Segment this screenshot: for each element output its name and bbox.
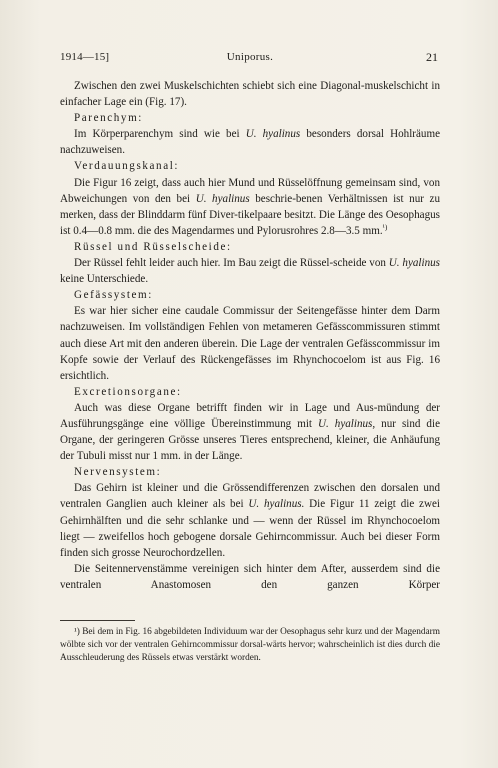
section-heading-nervensystem: Nervensystem: bbox=[74, 466, 162, 479]
footnote-divider bbox=[60, 620, 135, 621]
page-number: 21 bbox=[426, 50, 438, 64]
section-heading-parenchym: Parenchym: bbox=[74, 112, 143, 125]
body-text bbox=[60, 78, 440, 593]
section-heading-verdauungskanal: Verdauungskanal: bbox=[74, 160, 180, 173]
header-title: Uniporus. bbox=[226, 51, 274, 63]
footnote bbox=[60, 626, 440, 666]
paragraph-verdauungskanal: Die Figur 16 zeigt, dass auch hier Mund und Rüsselöffnung gemeinsam sind, von Abweichungen von den bei U. hyalinus beschrie-benen Verhältnissen ist nur zu merken, dass der Blinddarm fünf Diver-tikelpaare besitzt. Die Länge des Oesophagus ist 0.4—0.8 mm. die des Magendarmes und Pylorusrohres 2.8—3.5 mm.$^{^1)}$ bbox=[60, 176, 440, 237]
footnote-marker: ¹) bbox=[74, 627, 80, 637]
paragraph-parenchym: Im Körperparenchym sind wie bei U. hyalinus besonders dorsal Hohlräume nachzuweisen. bbox=[60, 128, 440, 157]
paragraph-nervensystem: Das Gehirn ist kleiner und die Grössendifferenzen zwischen den dorsalen und ventralen Ganglien auch kleiner als bei U. hyalinus. Die Figur 11 zeigt die zwei Gehirnhälften und die sehr schlanke und — wenn der Rüssel im Rhynchocoelom liegt — zweifellos hoch gebogene dorsale Gehirncommissur. Auch bei dieser Form finden sich grosse Neurochordzellen. bbox=[60, 482, 440, 559]
paragraph-ruessel: Der Rüssel fehlt leider auch hier. Im Bau zeigt die Rüssel-scheide von U. hyalinus keine Unterschiede. bbox=[60, 257, 440, 286]
running-header bbox=[60, 50, 440, 64]
paragraph-excretionsorgane: Auch was diese Organe betrifft finden wir in Lage und Aus-mündung der Ausführungsgänge eine völlige Übereinstimmung mit U. hyalinus, nur sind die Organe, der geringeren Grösse unseres Tieres entsprechend, kleiner, die Anhäufung der Tubuli misst nur 1 mm. in der Länge. bbox=[60, 401, 440, 463]
paragraph-diagonal-muscle: Zwischen den zwei Muskelschichten schiebt sich eine Diagonal-muskelschicht in einfacher Lage ein (Fig. 17). bbox=[60, 80, 440, 109]
header-volume-years: 1914—15] bbox=[60, 51, 110, 63]
section-heading-ruessel: Rüssel und Rüsselscheide: bbox=[74, 240, 232, 253]
footnote-text: Bei dem in Fig. 16 abgebildeten Individuum war der Oesophagus sehr kurz und der Magendarm wölbte sich vor der ventralen Gehirncommissur dorsal-wärts hervor; wahrscheinlich ist dies durch die Ausschleuderung des Rüssels etwas verstärkt worden. bbox=[60, 627, 440, 664]
section-heading-excretionsorgane: Excretionsorgane: bbox=[74, 385, 182, 398]
section-heading-gefaessystem: Gefässystem: bbox=[74, 289, 153, 302]
paragraph-gefaessystem: Es war hier sicher eine caudale Commissur der Seitengefässe hinter dem Darm nachzuweisen. Im vollständigen Fehlen von metameren Gefässcommissuren stimmt auch diese Art mit den anderen überein. Die Lage der ventralen Gefässcommissur im Kopfe sowie der Verlauf des Rückengefässes im Rhynchocoelom ist aus Fig. 16 ersichtlich. bbox=[60, 305, 440, 382]
paragraph-seitennerven: Die Seitennervenstämme vereinigen sich hinter dem After, ausserdem sind die ventralen Anastomosen den ganzen Körper bbox=[60, 562, 440, 591]
footnote-reference: ¹) bbox=[382, 222, 388, 232]
